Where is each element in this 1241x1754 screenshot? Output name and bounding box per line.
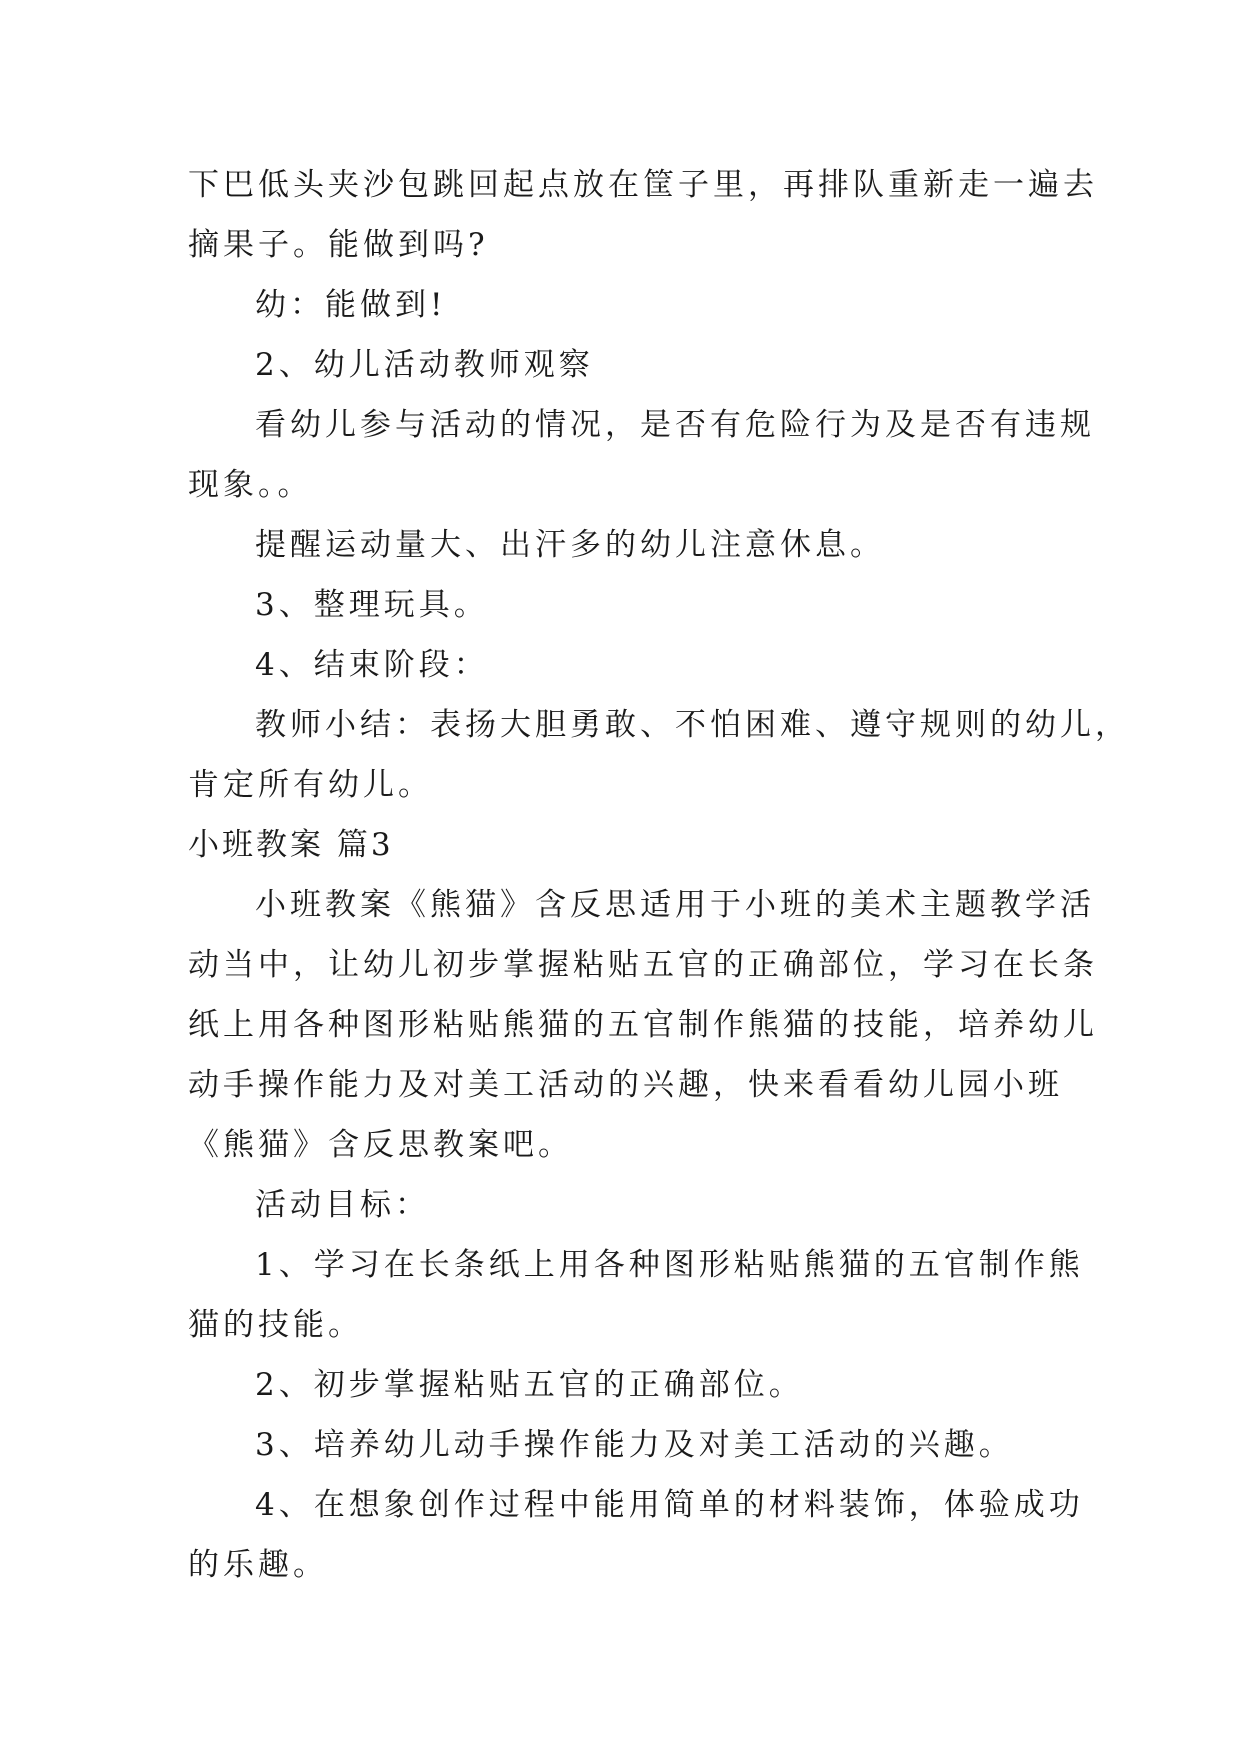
text-line: 1、学习在长条纸上用各种图形粘贴熊猫的五官制作熊 xyxy=(255,1247,1084,1283)
text-line: 2、初步掌握粘贴五官的正确部位。 xyxy=(255,1367,804,1403)
text-line: 纸上用各种图形粘贴熊猫的五官制作熊猫的技能，培养幼儿 xyxy=(188,1007,1098,1043)
text-line: 小班教案《熊猫》含反思适用于小班的美术主题教学活 xyxy=(255,887,1095,923)
text-line: 2、幼儿活动教师观察 xyxy=(255,347,594,383)
text-line: 动当中，让幼儿初步掌握粘贴五官的正确部位，学习在长条 xyxy=(188,947,1098,983)
text-line: 4、在想象创作过程中能用简单的材料装饰，体验成功 xyxy=(255,1487,1084,1523)
text-line: 3、培养幼儿动手操作能力及对美工活动的兴趣。 xyxy=(255,1427,1014,1463)
text-line: 下巴低头夹沙包跳回起点放在筐子里，再排队重新走一遍去 xyxy=(188,167,1098,203)
text-line: 活动目标： xyxy=(255,1187,430,1223)
text-line: 猫的技能。 xyxy=(188,1307,363,1343)
text-line: 的乐趣。 xyxy=(188,1547,328,1583)
text-line: 3、整理玩具。 xyxy=(255,587,489,623)
text-line: 现象。。 xyxy=(188,467,313,503)
text-line: 4、结束阶段： xyxy=(255,647,489,683)
document-body xyxy=(188,155,1130,1595)
text-line: 《熊猫》含反思教案吧。 xyxy=(188,1127,573,1163)
text-line: 教师小结：表扬大胆勇敢、不怕困难、遵守规则的幼儿， xyxy=(255,707,1130,743)
text-line: 摘果子。能做到吗? xyxy=(188,227,489,263)
section-heading: 小班教案 篇3 xyxy=(188,827,394,863)
text-line: 看幼儿参与活动的情况，是否有危险行为及是否有违规 xyxy=(255,407,1095,443)
text-line: 肯定所有幼儿。 xyxy=(188,767,433,803)
text-line: 动手操作能力及对美工活动的兴趣，快来看看幼儿园小班 xyxy=(188,1067,1063,1103)
text-line: 幼：能做到! xyxy=(255,287,447,323)
text-line: 提醒运动量大、出汗多的幼儿注意休息。 xyxy=(255,527,885,563)
